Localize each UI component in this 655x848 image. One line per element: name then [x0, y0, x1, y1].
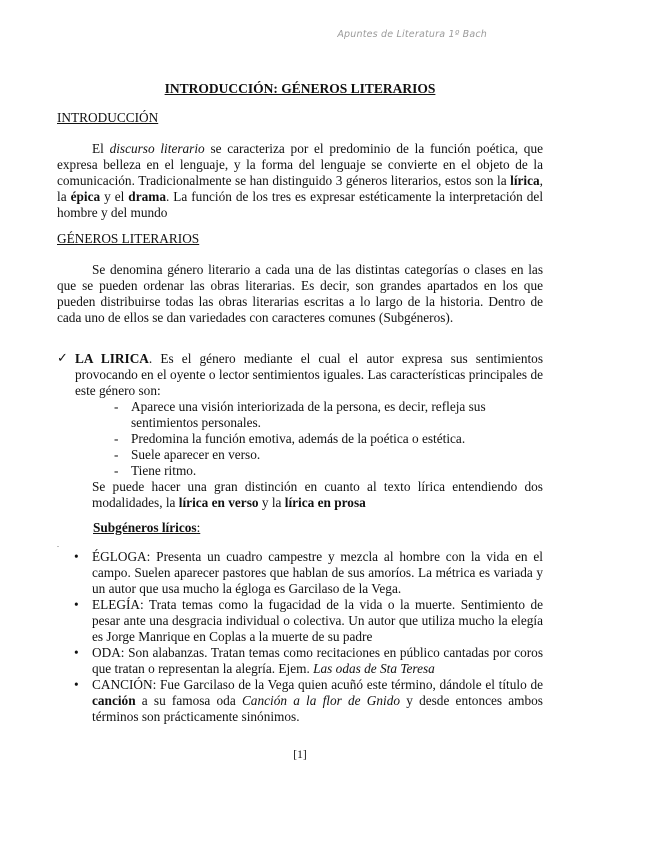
bullet-icon: • — [74, 549, 79, 564]
lirica-description: . Es el género mediante el cual el autor expresa sus sentimientos provocando en el oyente o lector sentimientos iguales. Las características principales de este género son: — [75, 351, 543, 398]
lirica-intro — [75, 351, 543, 399]
list-item-elegia — [57, 597, 543, 645]
intro-text-5: . La función de los tres es expresar estéticamente la interpretación del hombre y del mundo — [57, 189, 544, 220]
dash-marker: - — [114, 399, 119, 414]
stray-dot: . — [57, 540, 59, 549]
dash-marker: - — [114, 447, 119, 462]
list-item — [114, 447, 543, 463]
subgeneros-list — [57, 549, 543, 725]
header-note: Apuntes de Literatura 1º Bach — [337, 29, 487, 40]
subgeneros-heading — [93, 520, 200, 536]
list-item-oda — [57, 645, 543, 677]
feature-text: Suele aparecer en verso. — [131, 447, 261, 462]
bullet-icon: • — [74, 645, 79, 660]
dash-marker: - — [114, 463, 119, 478]
egloga-text: ÉGLOGA: Presenta un cuadro campestre y mezcla al hombre con la vida en el campo. Suelen aparecer pastores que hablan de sus amoríos. La métrica es variada y un autor que usa mucho la égloga es Garcilaso de la Vega. — [92, 549, 543, 596]
list-item — [114, 399, 543, 431]
elegia-text: ELEGÍA: Trata temas como la fugacidad de la vida o la muerte. Sentimiento de pesar ante una desgracia individual o colectiva. Un autor que utiliza mucho la elegía es Jorge Manrique en Coplas a la muerte de su padre — [92, 597, 543, 644]
intro-text-1: El — [92, 141, 110, 156]
modalidades-prosa: lírica en prosa — [284, 495, 366, 510]
lirica-label: LA LIRICA — [75, 351, 149, 366]
oda-text: ODA: Son alabanzas. Tratan temas como recitaciones en público cantadas por coros que tratan o representan la alegría. Ejem. — [92, 645, 543, 676]
feature-text: Aparece una visión interiorizada de la persona, es decir, refleja sus sentimientos personales. — [131, 399, 486, 430]
feature-text: Tiene ritmo. — [131, 463, 197, 478]
bullet-icon: • — [74, 677, 79, 692]
list-item — [114, 463, 543, 479]
lirica-modalidades — [92, 479, 543, 511]
oda-example: Las odas de Sta Teresa — [313, 661, 435, 676]
list-item — [114, 431, 543, 447]
checkmark-icon: ✓ — [57, 351, 68, 366]
cancion-bold: canción — [92, 693, 136, 708]
modalidades-text-2: y la — [258, 495, 285, 510]
intro-text-2: se caracteriza por el predominio de la función poética, que expresa belleza en el lenguaje, y la forma del lenguaje se convierte en el objeto de la comunicación. Tradicionalmente se han distinguido 3 géneros literarios, estos son la — [57, 141, 543, 188]
cancion-text-1: CANCIÓN: Fue Garcilaso de la Vega quien acuñó este término, dándole el título de — [92, 677, 543, 692]
intro-text-3: , la — [57, 173, 543, 204]
generos-paragraph: Se denomina género literario a cada una de las distintas categorías o clases en las que se pueden ordenar las obras literarias. Es decir, son grandes apartados en los que pueden distribuirse todas las obras literarias escritas a lo largo de la historia. Dentro de cada uno de ellos se dan variedades con caracteres comunes (Subgéneros). — [57, 262, 543, 325]
subgeneros-heading-text: Subgéneros líricos — [93, 520, 197, 535]
intro-paragraph — [57, 141, 543, 221]
subgeneros-colon: : — [196, 520, 201, 535]
cancion-text-2: a su famosa oda — [135, 693, 242, 708]
list-item-cancion — [57, 677, 543, 725]
lirica-features-list — [114, 399, 543, 479]
list-item-egloga — [57, 549, 543, 597]
cancion-title: Canción a la flor de Gnido — [241, 693, 401, 708]
modalidades-text-1: Se puede hacer una gran distinción en cuanto al texto lírica entendiendo dos modalidades, la — [92, 479, 543, 510]
lirica-section — [57, 351, 543, 511]
bullet-icon: • — [74, 597, 79, 612]
intro-text-epica: épica — [70, 189, 101, 204]
generos-heading: GÉNEROS LITERARIOS — [57, 231, 200, 246]
dash-marker: - — [114, 431, 119, 446]
intro-text-lirica: lírica — [510, 173, 540, 188]
intro-text-drama: drama — [128, 189, 166, 204]
feature-text: Predomina la función emotiva, además de la poética o estética. — [131, 431, 466, 446]
intro-heading: INTRODUCCIÓN — [57, 110, 159, 125]
page-title: INTRODUCCIÓN: GÉNEROS LITERARIOS — [164, 81, 436, 96]
page-number: [1] — [293, 749, 307, 761]
cancion-text-3: y desde entonces ambos términos son prácticamente sinónimos. — [92, 693, 543, 724]
intro-text-4: y el — [100, 189, 129, 204]
modalidades-verso: lírica en verso — [178, 495, 259, 510]
intro-text-discurso: discurso literario — [109, 141, 205, 156]
